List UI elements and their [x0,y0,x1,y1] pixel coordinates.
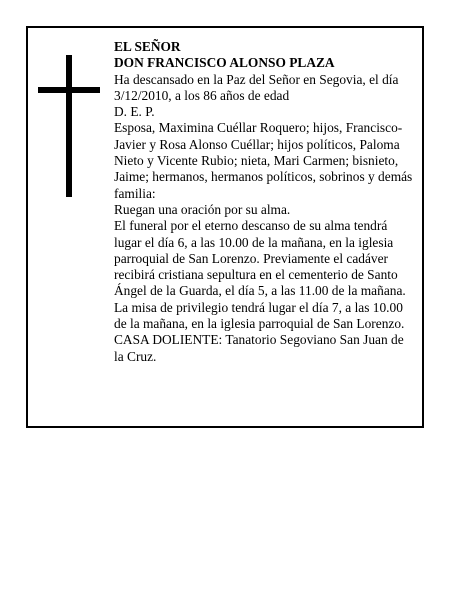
funeral-details: El funeral por el eterno descanso de su alma tendrá lugar el día 6, a las 10.00 de la mañana, en la iglesia parroquial de San Lorenzo. Previamente el cadáver recibirá cristiana sepultura en el cementerio de Santo Ángel de la Guarda, el día 5, a las 11.00 de la mañana. [114,218,406,299]
rip-text: D. E. P. [114,104,155,120]
notice-title: EL SEÑOR [114,39,181,54]
mass-details: La misa de privilegio tendrá lugar el día 7, a las 10.00 de la mañana, en la iglesia parroquial de San Lorenzo. [114,299,405,332]
mourning-house: CASA DOLIENTE: Tanatorio Segoviano San Juan de la Cruz. [114,332,404,364]
family-list: Esposa, Maximina Cuéllar Roquero; hijos, Francisco-Javier y Rosa Alonso Cuéllar; hijos políticos, Paloma Nieto y Vicente Rubio; nieta, Mari Carmen; bisnieto, Jaime; hermanos, hermanos políticos, sobrinos y demás familia: [114,120,413,201]
cross-vertical-bar [66,55,72,197]
notice-text [114,39,414,365]
prayer-request: Ruegan una oración por su alma. [114,201,291,217]
cross-horizontal-bar [38,87,100,93]
obituary-notice [26,26,424,428]
deceased-name: DON FRANCISCO ALONSO PLAZA [114,55,335,71]
death-announcement: Ha descansado en la Paz del Señor en Segovia, el día 3/12/2010, a los 86 años de edad [114,71,399,103]
